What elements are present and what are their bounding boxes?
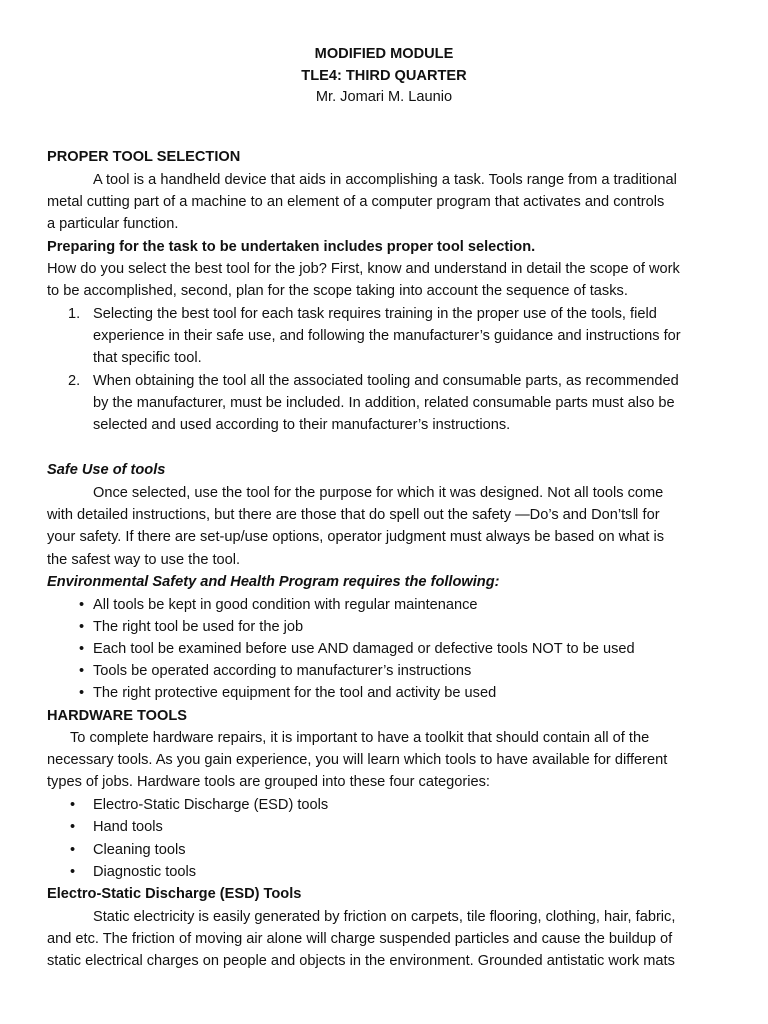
paragraph-line: necessary tools. As you gain experience, you will learn which tools to have available for different [47,752,668,768]
list-item: All tools be kept in good condition with regular maintenance [93,597,478,613]
category-item: Cleaning tools [93,842,186,858]
paragraph-line: your safety. If there are set-up/use options, operator judgment must always be based on what is [47,529,665,545]
paragraph-line: A tool is a handheld device that aids in accomplishing a task. Tools range from a traditional [93,172,677,188]
author-name: Mr. Jomari M. Launio [315,89,453,105]
list-item-line: by the manufacturer, must be included. In addition, related consumable parts must also be [93,395,675,411]
section-heading-proper-tool-selection: PROPER TOOL SELECTION [47,149,241,165]
paragraph-line: types of jobs. Hardware tools are grouped into these four categories: [47,774,490,790]
bullet-icon: • [79,619,85,635]
paragraph-line: a particular function. [47,216,179,232]
paragraph-line: Static electricity is easily generated by friction on carpets, tile flooring, clothing, hair, fabric, [93,909,676,925]
quarter-title: TLE4: THIRD QUARTER [301,68,467,84]
section-heading-esd-tools: Electro-Static Discharge (ESD) Tools [47,886,302,902]
list-item: Each tool be examined before use AND damaged or defective tools NOT to be used [93,641,635,657]
category-item: Electro-Static Discharge (ESD) tools [93,797,329,813]
list-item: The right protective equipment for the tool and activity be used [93,685,497,701]
bullet-icon: • [79,597,85,613]
list-item-line: that specific tool. [93,350,202,366]
paragraph-line: metal cutting part of a machine to an element of a computer program that activates and controls [47,194,665,210]
env-program-heading: Environmental Safety and Health Program requires the following: [47,574,500,590]
list-item-line: experience in their safe use, and following the manufacturer’s guidance and instructions for [93,328,681,344]
category-item: Diagnostic tools [93,864,197,880]
list-item: Tools be operated according to manufacturer’s instructions [93,663,472,679]
bullet-icon: • [70,864,76,880]
bullet-icon: • [79,641,85,657]
paragraph-line: static electrical charges on people and objects in the environment. Grounded antistatic work mats [47,953,675,969]
paragraph-line: to be accomplished, second, plan for the scope taking into account the sequence of tasks. [47,283,628,299]
paragraph-line: the safest way to use the tool. [47,552,241,568]
paragraph-line: To complete hardware repairs, it is important to have a toolkit that should contain all of the [70,730,650,746]
section-heading-safe-use: Safe Use of tools [47,462,166,478]
bullet-icon: • [79,663,85,679]
bullet-icon: • [79,685,85,701]
list-item: The right tool be used for the job [93,619,304,635]
list-item-line: Selecting the best tool for each task requires training in the proper use of the tools, field [93,306,657,322]
list-number: 1. [68,306,81,322]
section-heading-hardware-tools: HARDWARE TOOLS [47,708,187,724]
bullet-icon: • [70,842,76,858]
paragraph-line: How do you select the best tool for the job? First, know and understand in detail the scope of work [47,261,680,277]
bullet-icon: • [70,819,76,835]
bold-statement: Preparing for the task to be undertaken includes proper tool selection. [47,239,536,255]
paragraph-line: Once selected, use the tool for the purpose for which it was designed. Not all tools come [93,485,664,501]
paragraph-line: with detailed instructions, but there are those that do spell out the safety ―Do’s and Don’ts‖ for [47,507,660,523]
bullet-icon: • [70,797,76,813]
module-title: MODIFIED MODULE [314,46,454,62]
list-item-line: When obtaining the tool all the associated tooling and consumable parts, as recommended [93,373,679,389]
category-item: Hand tools [93,819,163,835]
list-number: 2. [68,373,81,389]
paragraph-line: and etc. The friction of moving air alone will charge suspended particles and cause the buildup of [47,931,673,947]
list-item-line: selected and used according to their manufacturer’s instructions. [93,417,511,433]
